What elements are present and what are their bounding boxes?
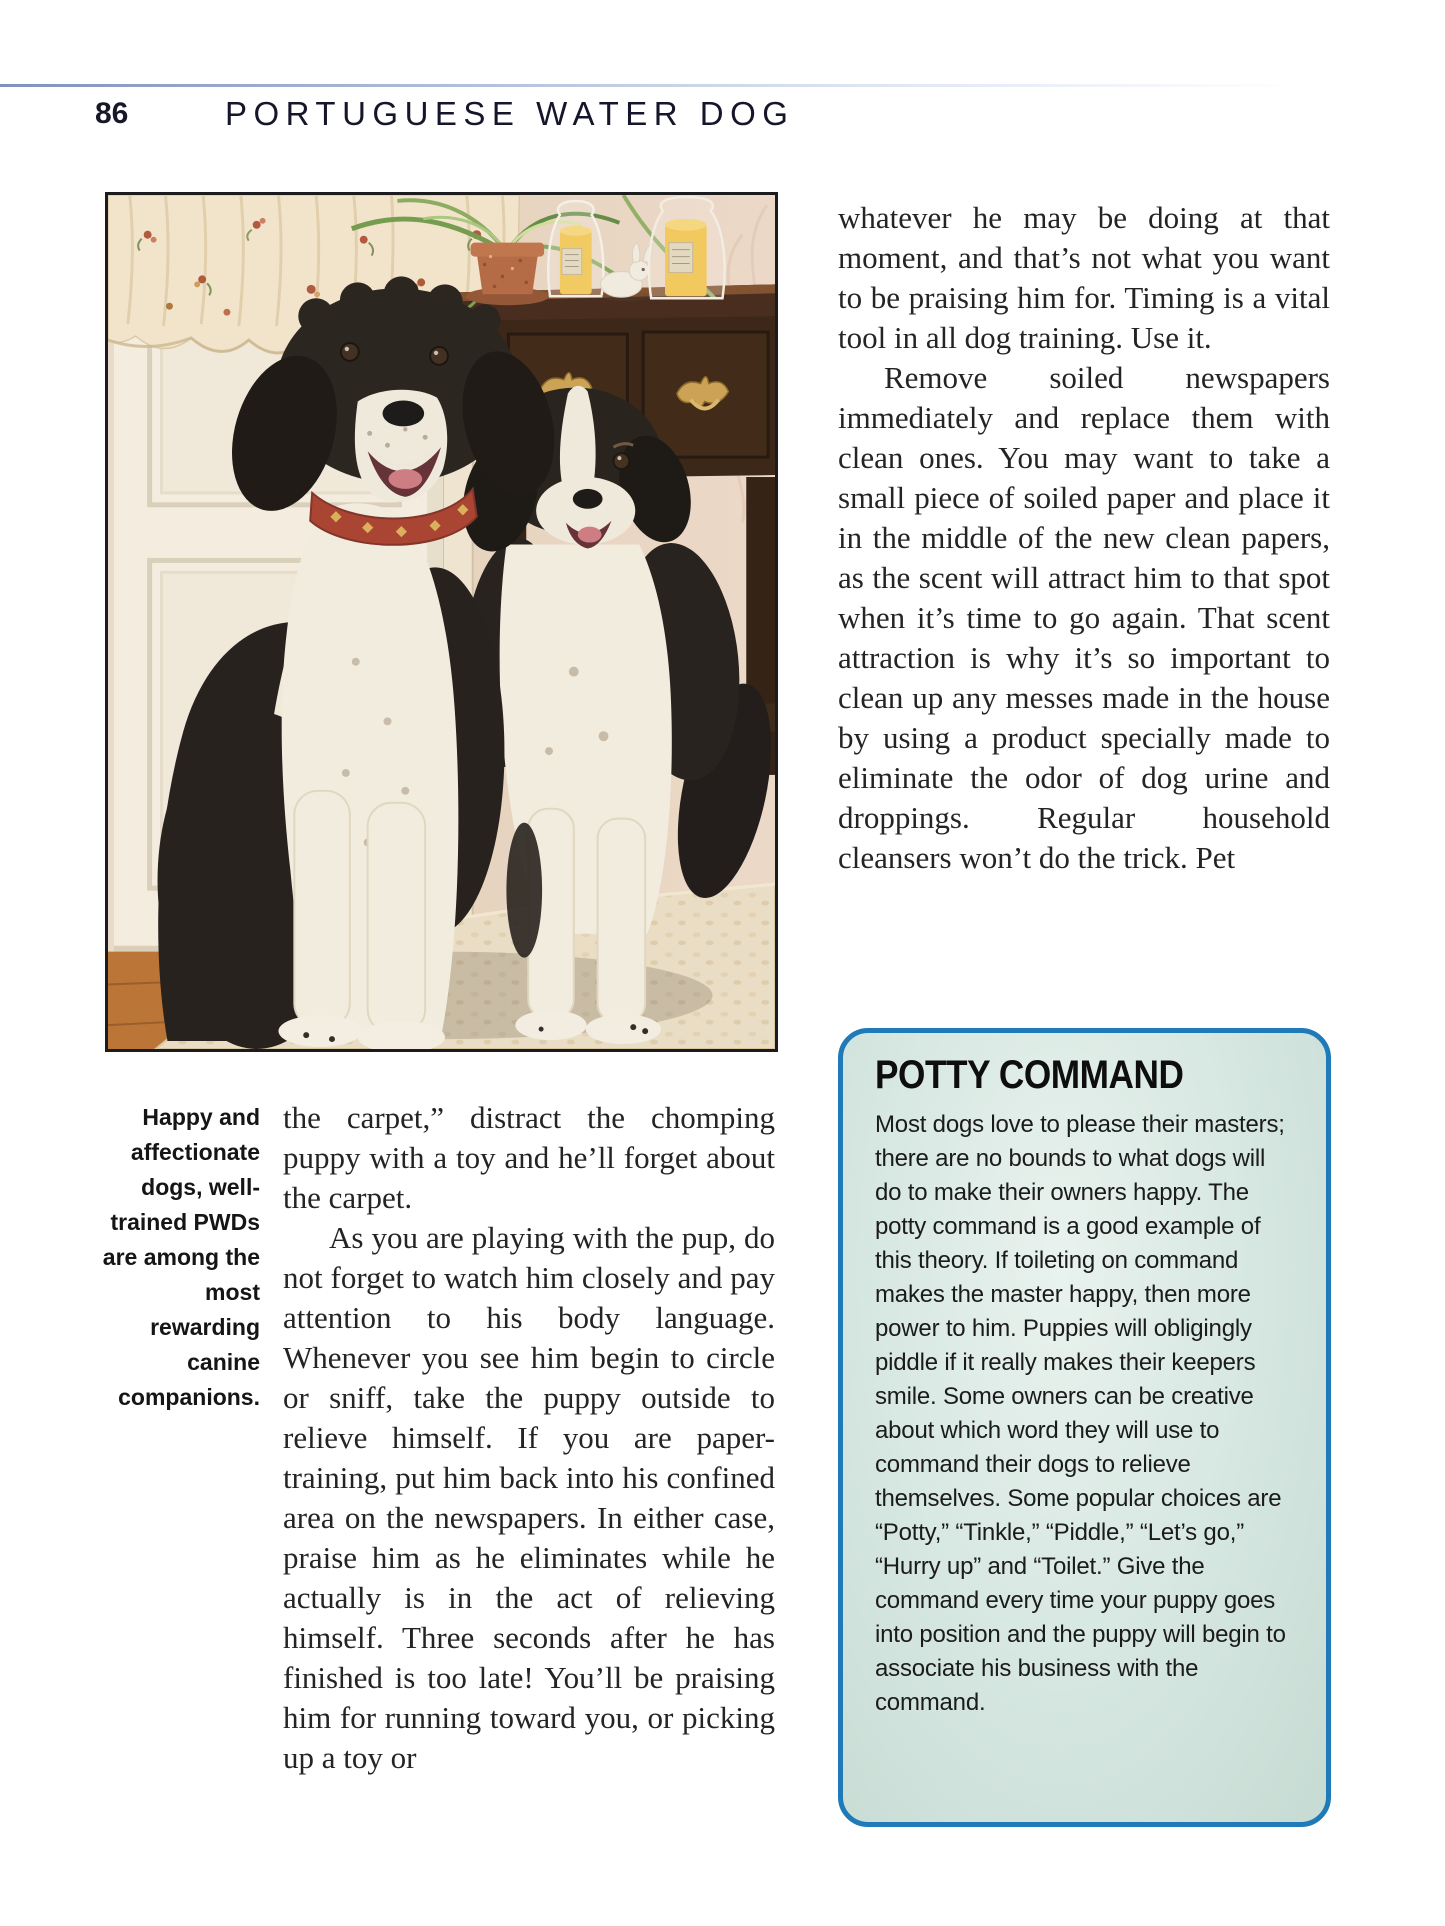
left-text-column	[283, 1098, 775, 1778]
body-paragraph: whatever he may be doing at that moment, and that’s not what you want to be praising him for. Timing is a vital tool in all dog training. Use it.	[838, 200, 1330, 355]
potty-command-box	[838, 1028, 1331, 1827]
right-text-column	[838, 198, 1330, 878]
page-header	[0, 84, 1445, 143]
dog-photo	[105, 192, 778, 1052]
body-paragraph: As you are playing with the pup, do not forget to watch him closely and pay attention to his body language. Whenever you see him begin to circle or sniff, take the puppy outside to relieve himself. If you are paper-training, put him back into his confined area on the newspapers. In either case, praise him as he eliminates while he actually is in the act of relieving himself. Three seconds after he has finished is too late! You’ll be praising him for running toward you, or picking up a toy or	[283, 1220, 775, 1775]
potty-box-body: Most dogs love to please their masters; there are no bounds to what dogs will do to make their owners happy. The potty command is a good example of this theory. If toileting on command makes the master happy, then more power to him. Puppies will obligingly piddle if it really makes their keepers smile. Some owners can be creative about which word they will use to command their dogs to relieve themselves. Some popular choices are “Potty,” “Tinkle,” “Piddle,” “Let’s go,” “Hurry up” and “Toilet.” Give the command every time your puppy goes into position and the puppy will begin to associate his business with the command.	[875, 1111, 1286, 1716]
potty-box-title: POTTY COMMAND	[875, 1053, 1184, 1097]
body-paragraph: Remove soiled newspapers immediately and replace them with clean ones. You may want to take a small piece of soiled paper and place it in the middle of the new clean papers, as the scent will attract him to that spot when it’s time to go again. That scent attraction is why it’s so important to clean up any messes made in the house by using a product specially made to eliminate the odor of dog urine and droppings. Regular household cleansers won’t do the trick. Pet	[838, 360, 1330, 875]
body-paragraph: the carpet,” distract the chomping puppy with a toy and he’ll forget about the carpet.	[283, 1100, 775, 1215]
photo-tone-overlay	[108, 195, 775, 1049]
photo-caption: Happy and affectionate dogs, well-trained PWDs are among the most rewarding canine companions.	[102, 1104, 260, 1410]
page-number: 86	[95, 97, 129, 130]
dog-photo-illustration	[108, 195, 775, 1049]
page-title: PORTUGUESE WATER DOG	[225, 95, 795, 132]
